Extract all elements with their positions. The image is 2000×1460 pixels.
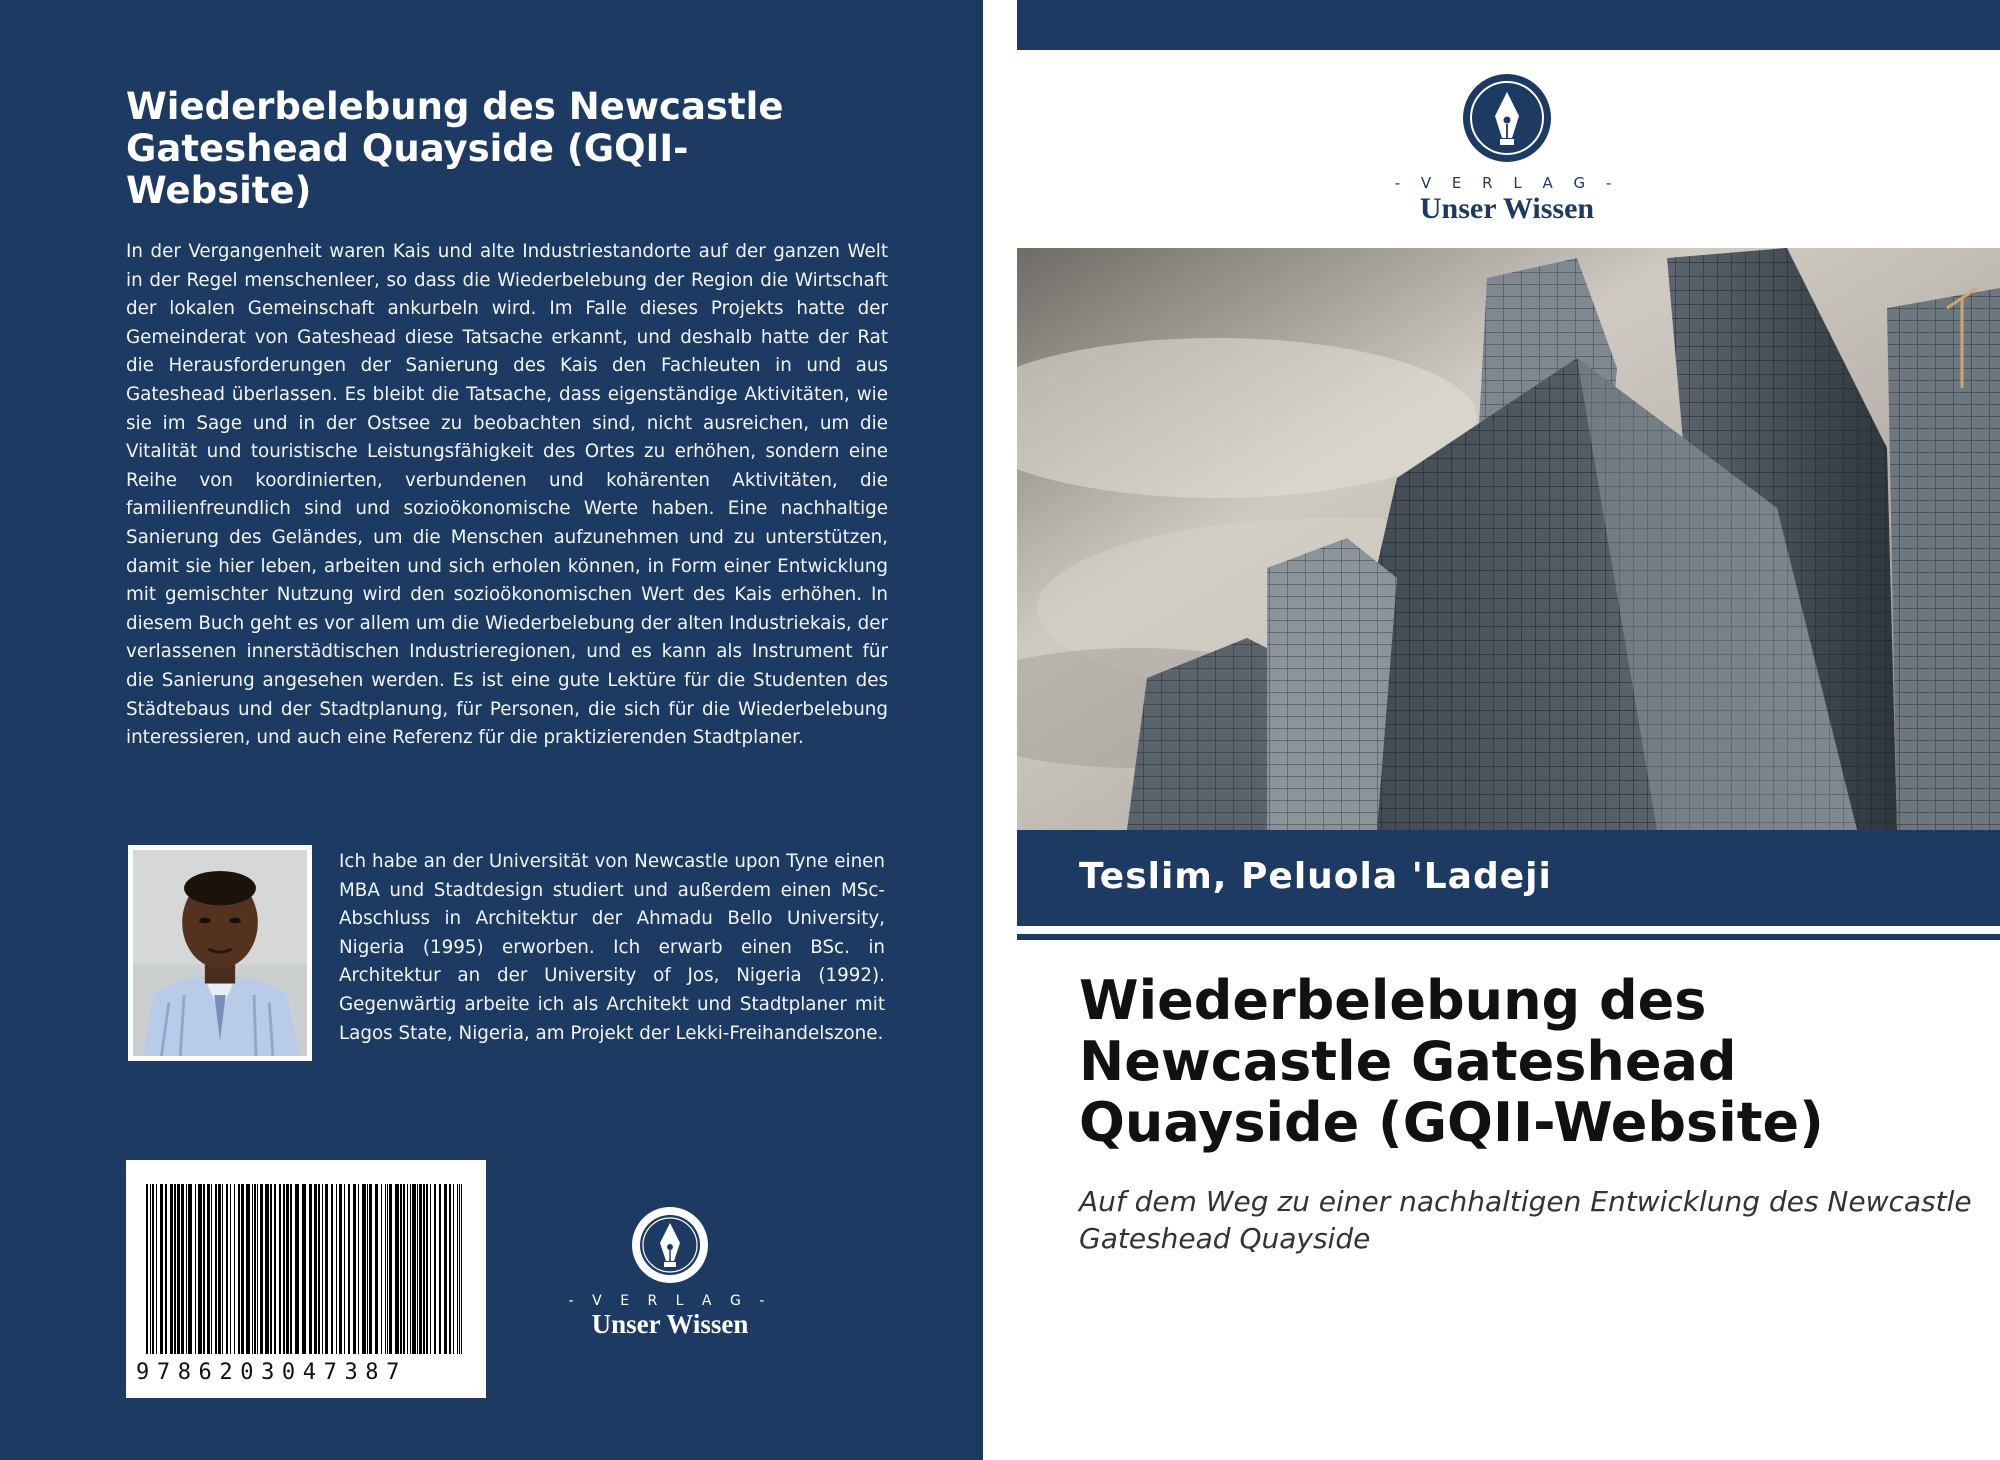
fountain-pen-nib-emblem-icon	[1461, 72, 1553, 164]
front-cover-subtitle: Auf dem Weg zu einer nachhaltigen Entwicklung des Newcastle Gateshead Quayside	[1079, 1185, 1972, 1255]
fountain-pen-nib-emblem-icon	[630, 1205, 710, 1285]
spine-gap	[983, 0, 1017, 1460]
author-photo	[128, 845, 312, 1061]
back-cover	[0, 0, 983, 1460]
back-publisher-name: Unser Wissen	[591, 1309, 749, 1339]
cover-photo-skyscrapers	[1017, 248, 2000, 830]
author-bar	[1017, 830, 2000, 926]
front-cover	[1017, 0, 2000, 1460]
book-blurb: In der Vergangenheit waren Kais und alte Industriestandorte auf der ganzen Welt in der Regel menschenleer, so dass die Wiederbelebung der Region die Wirtschaft der lokalen Gemeinschaft ankurbeln wird. Im Falle dieses Projekts hatte der Gemeinderat von Gateshead diese Tatsache erkannt, und deshalb hatte der Rat die Herausforderungen der Sanierung des Kais den Fachleuten in und aus Gateshead überlassen. Es bleibt die Tatsache, dass eigenständige Aktivitäten, wie sie im Sage und in der Ostsee zu beobachten sind, nicht ausreichen, um die Vitalität und touristische Leistungsfähigkeit des Ortes zu erhöhen, sondern eine Reihe von koordinierten, verbundenen und kohärenten Aktivitäten, die familienfreundlich sind und sozioökonomische Werte haben. Eine nachhaltige Sanierung des Geländes, um die Menschen aufzunehmen und zu unterstützen, damit sie hier leben, arbeiten und sich erholen können, in Form einer Entwicklung mit gemischter Nutzung wird den sozioökonomischen Wert des Kais erhöhen. In diesem Buch geht es vor allem um die Wiederbelebung der alten Industriekais, der verlassenen innerstädtischen Industrieregionen, und es kann als Instrument für die Sanierung angesehen werden. Es ist eine gute Lektüre für die Studenten des Städtebaus und der Stadtplanung, für Personen, die sich für die Wiederbelebung interessieren, und auch eine Referenz für die praktizierenden Stadtplaner.	[126, 241, 888, 749]
front-publisher-logo	[1377, 72, 1637, 226]
barcode-icon	[146, 1184, 466, 1360]
back-publisher-logo	[560, 1205, 780, 1340]
front-verlag-label: - V E R L A G -	[1394, 174, 1620, 192]
front-cover-title: Wiederbelebung des Newcastle Gateshead Quayside (GQII-Website)	[1079, 969, 1824, 1154]
isbn-barcode	[126, 1160, 486, 1398]
back-cover-title: Wiederbelebung des Newcastle Gateshead Quayside (GQII-Website)	[126, 85, 784, 212]
divider-rule	[1017, 934, 2000, 940]
back-verlag-label: - V E R L A G -	[568, 1293, 772, 1309]
isbn-number: 9786203047387	[136, 1360, 407, 1385]
front-publisher-name: Unser Wissen	[1419, 192, 1595, 225]
author-name: Teslim, Peluola 'Ladeji	[1079, 856, 1552, 897]
front-top-bar	[1017, 0, 2000, 50]
author-bio: Ich habe an der Universität von Newcastle upon Tyne einen MBA und Stadtdesign studiert und außerdem einen MSc-Abschluss in Architektur der Ahmadu Bello University, Nigeria (1995) erworben. Ich erwarb einen BSc. in Architektur an der University of Jos, Nigeria (1992). Gegenwärtig arbeite ich als Architekt und Stadtplaner mit Lagos State, Nigeria, am Projekt der Lekki-Freihandelszone.	[339, 851, 885, 1044]
